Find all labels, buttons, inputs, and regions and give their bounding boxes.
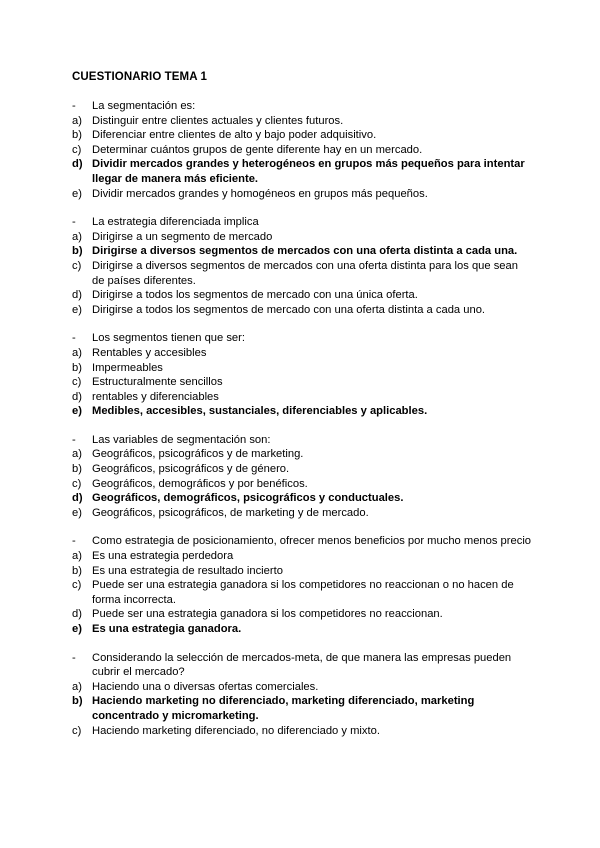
- question-4: [72, 433, 532, 521]
- answer-option: [72, 390, 532, 405]
- prompt-text: La estrategia diferenciada implica: [92, 216, 259, 229]
- option-text: Distinguir entre clientes actuales y clientes futuros.: [92, 114, 344, 127]
- answer-option: [72, 143, 532, 158]
- dash-marker: -: [72, 433, 76, 446]
- option-text: Dirigirse a todos los segmentos de mercado con una oferta distinta a cada uno.: [92, 303, 486, 316]
- option-letter: c): [72, 477, 82, 490]
- prompt-text: La segmentación es:: [92, 100, 196, 112]
- option-letter: b): [72, 463, 82, 476]
- document-title: CUESTIONARIO TEMA 1: [72, 71, 208, 83]
- option-text: Es una estrategia ganadora.: [92, 623, 242, 635]
- answer-option: [72, 607, 532, 622]
- answer-option-correct: [72, 404, 532, 419]
- prompt-text: Los segmentos tienen que ser:: [92, 332, 245, 345]
- option-text: Diferenciar entre clientes de alto y bajo poder adquisitivo.: [92, 129, 377, 142]
- option-text: Rentables y accesibles: [92, 346, 207, 359]
- option-text: Es una estrategia de resultado incierto: [92, 564, 283, 577]
- option-text: Haciendo marketing no diferenciado, marketing diferenciado, marketing concentrado y micromarketing.: [92, 695, 475, 722]
- answer-option: [72, 128, 532, 143]
- answer-option: [72, 375, 532, 390]
- option-letter: d): [72, 492, 83, 505]
- answer-option: [72, 564, 532, 579]
- question-prompt: [72, 215, 532, 230]
- option-text: Determinar cuántos grupos de gente diferente hay en un mercado.: [92, 143, 423, 156]
- option-letter: a): [72, 114, 82, 127]
- option-text: Puede ser una estrategia ganadora si los competidores no reaccionan.: [92, 608, 443, 621]
- option-text: Puede ser una estrategia ganadora si los competidores no reaccionan o no hacen de forma incorrecta.: [92, 579, 514, 606]
- option-letter: b): [72, 245, 83, 258]
- option-text: Dirigirse a diversos segmentos de mercados con una oferta distinta a cada una.: [92, 245, 518, 258]
- option-text: Geográficos, demográficos, psicográficos y conductuales.: [92, 492, 404, 505]
- answer-option: [72, 680, 532, 695]
- question-prompt: [72, 651, 532, 680]
- answer-option: [72, 361, 532, 376]
- dash-marker: -: [72, 651, 76, 664]
- option-letter: d): [72, 390, 82, 403]
- option-letter: b): [72, 361, 82, 374]
- option-text: Geográficos, demográficos y por benéficos.: [92, 477, 308, 490]
- option-text: Dirigirse a todos los segmentos de mercado con una única oferta.: [92, 289, 418, 302]
- answer-option-correct: [72, 244, 532, 259]
- question-prompt: [72, 433, 532, 448]
- answer-option: [72, 346, 532, 361]
- option-letter: a): [72, 448, 82, 461]
- option-text: Geográficos, psicográficos, de marketing y de mercado.: [92, 506, 369, 519]
- option-text: Haciendo marketing diferenciado, no diferenciado y mixto.: [92, 724, 380, 737]
- option-text: Medibles, accesibles, sustanciales, diferenciables y aplicables.: [92, 405, 428, 418]
- answer-option: [72, 230, 532, 245]
- answer-option: [72, 477, 532, 492]
- answer-option-correct: [72, 622, 532, 637]
- option-letter: b): [72, 564, 82, 577]
- option-letter: a): [72, 680, 82, 693]
- option-text: Haciendo una o diversas ofertas comerciales.: [92, 680, 319, 693]
- option-letter: e): [72, 303, 82, 316]
- option-letter: b): [72, 129, 82, 142]
- option-letter: a): [72, 230, 82, 243]
- answer-option: [72, 259, 532, 288]
- dash-marker: -: [72, 100, 76, 112]
- answer-option: [72, 288, 532, 303]
- question-list: [72, 99, 532, 752]
- option-letter: d): [72, 158, 83, 171]
- question-1: [72, 99, 532, 201]
- dash-marker: -: [72, 216, 76, 229]
- option-text: Impermeables: [92, 361, 163, 374]
- option-letter: c): [72, 724, 82, 737]
- option-text: Geográficos, psicográficos y de género.: [92, 463, 290, 476]
- question-2: [72, 215, 532, 317]
- option-letter: c): [72, 376, 82, 389]
- question-5: [72, 534, 532, 636]
- option-text: Estructuralmente sencillos: [92, 376, 223, 389]
- answer-option: [72, 578, 532, 607]
- option-letter: e): [72, 405, 82, 418]
- option-letter: e): [72, 187, 82, 200]
- option-letter: e): [72, 623, 82, 635]
- question-prompt: [72, 331, 532, 346]
- answer-option-correct: [72, 694, 532, 723]
- option-letter: d): [72, 289, 82, 302]
- prompt-text: Considerando la selección de mercados-meta, de que manera las empresas pueden cubrir el mercado?: [92, 651, 512, 679]
- option-letter: c): [72, 259, 82, 272]
- answer-option: [72, 447, 532, 462]
- answer-option: [72, 114, 532, 129]
- prompt-text: Como estrategia de posicionamiento, ofrecer menos beneficios por mucho menos precio: [92, 535, 532, 548]
- question-6: [72, 651, 532, 739]
- question-prompt: [72, 99, 532, 114]
- option-text: Geográficos, psicográficos y de marketing.: [92, 448, 304, 461]
- option-letter: a): [72, 346, 82, 359]
- question-prompt: [72, 534, 532, 549]
- question-3: [72, 331, 532, 419]
- option-text: rentables y diferenciables: [92, 390, 219, 403]
- option-text: Es una estrategia perdedora: [92, 550, 234, 563]
- answer-option: [72, 506, 532, 521]
- option-text: Dividir mercados grandes y homogéneos en grupos más pequeños.: [92, 187, 428, 200]
- option-text: Dirigirse a diversos segmentos de mercados con una oferta distinta para los que sean de países diferentes.: [92, 259, 518, 287]
- option-text: Dividir mercados grandes y heterogéneos en grupos más pequeños para intentar llegar de manera más eficiente.: [92, 158, 525, 185]
- answer-option-correct: [72, 491, 532, 506]
- option-letter: c): [72, 143, 82, 156]
- prompt-text: Las variables de segmentación son:: [92, 433, 271, 446]
- option-letter: d): [72, 608, 82, 621]
- answer-option-correct: [72, 157, 532, 186]
- option-letter: c): [72, 579, 82, 592]
- option-letter: a): [72, 550, 82, 563]
- dash-marker: -: [72, 535, 76, 548]
- option-letter: b): [72, 695, 83, 708]
- answer-option: [72, 187, 532, 202]
- option-text: Dirigirse a un segmento de mercado: [92, 230, 273, 243]
- answer-option: [72, 303, 532, 318]
- dash-marker: -: [72, 332, 76, 345]
- option-letter: e): [72, 506, 82, 519]
- answer-option: [72, 462, 532, 477]
- answer-option: [72, 724, 532, 739]
- answer-option: [72, 549, 532, 564]
